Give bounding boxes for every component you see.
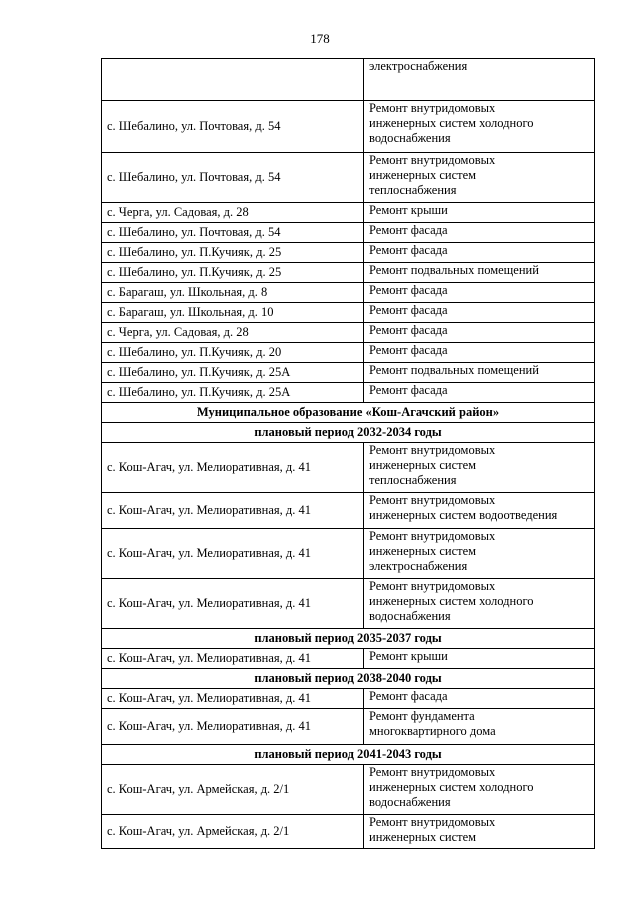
work-type-line: Ремонт фасада <box>369 243 448 257</box>
address-cell: с. Шебалино, ул. П.Кучияк, д. 25 <box>102 263 364 283</box>
work-type-cell <box>364 243 595 263</box>
table-row <box>102 203 595 223</box>
table-row <box>102 101 595 153</box>
address-cell: с. Черга, ул. Садовая, д. 28 <box>102 323 364 343</box>
section-header-row <box>102 745 595 765</box>
table-row <box>102 323 595 343</box>
address-cell: с. Кош-Агач, ул. Мелиоративная, д. 41 <box>102 709 364 745</box>
work-type-line: Ремонт фасада <box>369 343 448 357</box>
work-type-line: Ремонт крыши <box>369 203 448 217</box>
address-cell: с. Шебалино, ул. П.Кучияк, д. 25А <box>102 363 364 383</box>
address-cell: с. Кош-Агач, ул. Мелиоративная, д. 41 <box>102 689 364 709</box>
table-row <box>102 303 595 323</box>
work-type-cell <box>364 223 595 243</box>
section-header-row <box>102 423 595 443</box>
work-type-line: Ремонт фасада <box>369 303 448 317</box>
section-header-row <box>102 403 595 423</box>
address-cell: с. Барагаш, ул. Школьная, д. 8 <box>102 283 364 303</box>
work-type-line: водоснабжения <box>369 131 451 145</box>
table-row <box>102 815 595 849</box>
table-row <box>102 363 595 383</box>
work-type-cell <box>364 59 595 101</box>
table-row <box>102 59 595 101</box>
table-row <box>102 579 595 629</box>
work-type-line: Ремонт фасада <box>369 283 448 297</box>
work-type-line: инженерных систем <box>369 830 477 844</box>
table-row <box>102 649 595 669</box>
table-row <box>102 283 595 303</box>
address-cell: с. Черга, ул. Садовая, д. 28 <box>102 203 364 223</box>
section-header-row <box>102 669 595 689</box>
address-cell: с. Шебалино, ул. П.Кучияк, д. 25А <box>102 383 364 403</box>
work-type-cell <box>364 303 595 323</box>
work-type-line: инженерных систем холодного <box>369 116 534 130</box>
table-row <box>102 263 595 283</box>
table-row <box>102 529 595 579</box>
work-type-line: многоквартирного дома <box>369 724 496 738</box>
work-type-line: Ремонт внутридомовых <box>369 443 496 457</box>
address-cell: с. Кош-Агач, ул. Мелиоративная, д. 41 <box>102 443 364 493</box>
address-cell: с. Шебалино, ул. Почтовая, д. 54 <box>102 223 364 243</box>
work-type-cell <box>364 689 595 709</box>
address-cell: с. Шебалино, ул. Почтовая, д. 54 <box>102 153 364 203</box>
section-header: плановый период 2032-2034 годы <box>102 423 595 443</box>
address-cell: с. Кош-Агач, ул. Мелиоративная, д. 41 <box>102 649 364 669</box>
address-cell: с. Кош-Агач, ул. Армейская, д. 2/1 <box>102 765 364 815</box>
address-cell: с. Шебалино, ул. П.Кучияк, д. 20 <box>102 343 364 363</box>
address-cell: с. Барагаш, ул. Школьная, д. 10 <box>102 303 364 323</box>
table-row <box>102 383 595 403</box>
table-row <box>102 243 595 263</box>
address-cell <box>102 59 364 101</box>
table-row <box>102 765 595 815</box>
table-row <box>102 493 595 529</box>
work-type-cell <box>364 283 595 303</box>
work-type-cell <box>364 649 595 669</box>
work-type-line: Ремонт подвальных помещений <box>369 263 539 277</box>
section-header: плановый период 2041-2043 годы <box>102 745 595 765</box>
work-type-line: инженерных систем водоотведения <box>369 508 558 522</box>
table-row <box>102 343 595 363</box>
work-type-line: инженерных систем холодного <box>369 594 534 608</box>
work-type-line: Ремонт подвальных помещений <box>369 363 539 377</box>
table-row <box>102 689 595 709</box>
table-row <box>102 153 595 203</box>
address-cell: с. Кош-Агач, ул. Мелиоративная, д. 41 <box>102 529 364 579</box>
work-type-cell <box>364 323 595 343</box>
work-type-cell <box>364 815 595 849</box>
address-cell: с. Кош-Агач, ул. Армейская, д. 2/1 <box>102 815 364 849</box>
work-type-cell <box>364 443 595 493</box>
section-header-row <box>102 629 595 649</box>
table-row <box>102 709 595 745</box>
work-type-line: водоснабжения <box>369 795 451 809</box>
work-type-cell <box>364 203 595 223</box>
work-type-line: инженерных систем <box>369 458 477 472</box>
work-type-line: Ремонт фасада <box>369 383 448 397</box>
work-type-line: инженерных систем холодного <box>369 780 534 794</box>
work-type-cell <box>364 709 595 745</box>
work-type-cell <box>364 765 595 815</box>
work-type-line: инженерных систем <box>369 168 477 182</box>
work-type-line: Ремонт внутридомовых <box>369 815 496 829</box>
work-type-line: Ремонт фундамента <box>369 709 475 723</box>
work-type-line: инженерных систем <box>369 544 477 558</box>
work-type-line: Ремонт внутридомовых <box>369 529 496 543</box>
work-type-line: Ремонт внутридомовых <box>369 153 496 167</box>
work-type-cell <box>364 263 595 283</box>
work-type-cell <box>364 153 595 203</box>
work-type-line: водоснабжения <box>369 609 451 623</box>
table-row <box>102 443 595 493</box>
section-header: плановый период 2035-2037 годы <box>102 629 595 649</box>
work-type-cell <box>364 529 595 579</box>
table-body <box>102 59 595 849</box>
work-type-cell <box>364 343 595 363</box>
work-type-line: теплоснабжения <box>369 473 457 487</box>
work-type-line: Ремонт внутридомовых <box>369 101 496 115</box>
work-type-line: Ремонт внутридомовых <box>369 493 496 507</box>
repair-schedule-table <box>101 58 595 849</box>
section-header: Муниципальное образование «Кош-Агачский район» <box>102 403 595 423</box>
work-type-cell <box>364 493 595 529</box>
work-type-line: Ремонт крыши <box>369 649 448 663</box>
work-type-line: электроснабжения <box>369 59 468 73</box>
address-cell: с. Шебалино, ул. П.Кучияк, д. 25 <box>102 243 364 263</box>
work-type-line: Ремонт фасада <box>369 223 448 237</box>
page-number: 178 <box>310 31 330 46</box>
work-type-line: теплоснабжения <box>369 183 457 197</box>
work-type-line: Ремонт внутридомовых <box>369 765 496 779</box>
section-header: плановый период 2038-2040 годы <box>102 669 595 689</box>
work-type-cell <box>364 383 595 403</box>
address-cell: с. Кош-Агач, ул. Мелиоративная, д. 41 <box>102 493 364 529</box>
work-type-cell <box>364 101 595 153</box>
work-type-line: электроснабжения <box>369 559 468 573</box>
address-cell: с. Шебалино, ул. Почтовая, д. 54 <box>102 101 364 153</box>
work-type-line: Ремонт фасада <box>369 323 448 337</box>
work-type-cell <box>364 363 595 383</box>
work-type-line: Ремонт фасада <box>369 689 448 703</box>
table-row <box>102 223 595 243</box>
work-type-cell <box>364 579 595 629</box>
address-cell: с. Кош-Агач, ул. Мелиоративная, д. 41 <box>102 579 364 629</box>
work-type-line: Ремонт внутридомовых <box>369 579 496 593</box>
